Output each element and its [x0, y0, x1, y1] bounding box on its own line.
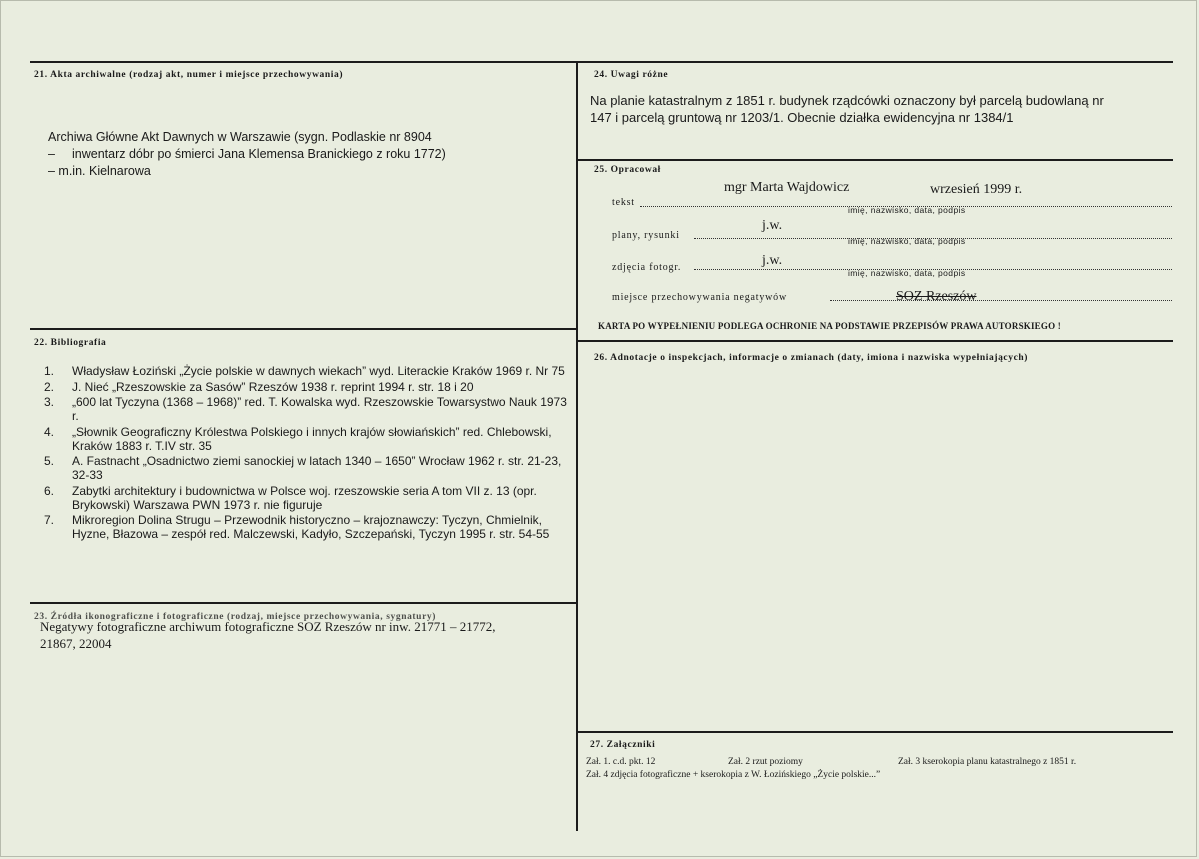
archive-line-2: inwentarz dóbr po śmierci Jana Klemensa Branickiego z roku 1772) [72, 147, 446, 161]
archive-line-2-dash: – [48, 147, 55, 161]
attachment-3: Zał. 3 kserokopia planu katastralnego z 1851 r. [898, 757, 1077, 767]
photo-sources-line-2: 21867, 22004 [40, 636, 112, 651]
archive-line-3: – m.in. Kielnarowa [48, 164, 151, 178]
attachment-4: Zał. 4 zdjęcia fotograficzne + kserokopia z W. Łozińskiego „Życie polskie...” [586, 770, 881, 780]
section-26-label: 26. Adnotacje o inspekcjach, informacje o zmianach (daty, imiona i nazwiska wypełniających) [594, 353, 1029, 363]
list-item: 6. Zabytki architektury i budownictwa w Polsce woj. rzeszowskie seria A tom VII z. 13 (opr. Brykowski) Warszawa PWN 1973 r. nie figuruje [44, 483, 537, 512]
archive-line-1: Archiwa Główne Akt Dawnych w Warszawie (sygn. Podlaskie nr 8904 [48, 130, 432, 144]
center-divider [576, 61, 578, 831]
rule-26-27 [577, 731, 1173, 733]
attachment-2: Zał. 2 rzut poziomy [728, 757, 803, 767]
drawings-row-label: plany, rysunki [612, 230, 680, 241]
remarks-line-2: 147 i parcelą gruntową nr 1203/1. Obecnie działka ewidencyjna nr 1384/1 [590, 110, 1014, 125]
remarks-line-1: Na planie katastralnym z 1851 r. budynek rządcówki oznaczony był parcelą budowlaną nr [590, 93, 1104, 108]
section-24-label: 24. Uwagi różne [594, 70, 669, 80]
rule-25-26 [577, 340, 1173, 342]
photo-sources-line-1: Negatywy fotograficzne archiwum fotograficzne SOZ Rzeszów nr inw. 21771 – 21772, [40, 619, 496, 634]
section-27-label: 27. Załączniki [590, 740, 656, 750]
list-item: 4. „Słownik Geograficzny Królestwa Polskiego i innych krajów słowiańskich” red. Chlebowski, Kraków 1883 r. T.IV str. 35 [44, 424, 552, 453]
list-item: 1. Władysław Łoziński „Życie polskie w dawnych wiekach” wyd. Literackie Kraków 1969 r. Nr 75 [44, 364, 565, 378]
section-22-label: 22. Bibliografia [34, 338, 107, 348]
negatives-value: SOZ Rzeszów [896, 289, 977, 304]
bibliography-list [44, 364, 576, 543]
text-row-label: tekst [612, 197, 635, 208]
list-item: 2. J. Nieć „Rzeszowskie za Sasów” Rzeszów 1938 r. reprint 1994 r. str. 18 i 20 [44, 379, 474, 394]
drawings-row-caption: imię, nazwisko, data, podpis [848, 236, 966, 246]
list-item: 5. A. Fastnacht „Osadnictwo ziemi sanockiej w latach 1340 – 1650” Wrocław 1962 r. str. 21-23, 32-33 [44, 454, 562, 482]
author-date: wrzesień 1999 r. [930, 182, 1023, 197]
section-21-label: 21. Akta archiwalne (rodzaj akt, numer i miejsce przechowywania) [34, 70, 344, 80]
photos-value: j.w. [762, 253, 783, 268]
section-25-label: 25. Opracował [594, 165, 661, 175]
copyright-notice: KARTA PO WYPEŁNIENIU PODLEGA OCHRONIE NA PODSTAWIE PRZEPISÓW PRAWA AUTORSKIEGO ! [598, 321, 1061, 331]
top-rule [30, 61, 1173, 63]
rule-22-23 [30, 602, 577, 604]
text-row-caption: imię, nazwisko, data, podpis [848, 205, 966, 215]
negatives-row-label: miejsce przechowywania negatywów [612, 292, 787, 303]
section-23-label: 23. Źródła ikonograficzne i fotograficzne (rodzaj, miejsce przechowywania, sygnatury) [34, 612, 436, 622]
photos-row-label: zdjęcia fotogr. [612, 262, 682, 273]
list-item: 3. „600 lat Tyczyna (1368 – 1968)” red. T. Kowalska wyd. Rzeszowskie Towarsystwo Nauk 1973 r. [44, 395, 567, 423]
attachment-1: Zał. 1. c.d. pkt. 12 [586, 757, 656, 767]
drawings-value: j.w. [762, 218, 783, 233]
negatives-row-dots [830, 300, 1172, 301]
photos-row-caption: imię, nazwisko, data, podpis [848, 268, 966, 278]
author-name: mgr Marta Wajdowicz [724, 180, 850, 195]
rule-21-22 [30, 328, 577, 330]
rule-24-25 [577, 159, 1173, 161]
list-item: 7. Mikroregion Dolina Strugu – Przewodnik historyczno – krajoznawczy: Tyczyn, Chmielnik, Hyzne, Błazowa – zespół red. Malczewski, Kadyło, Szczepański, Tyczyn 1995 r. str. 54-55 [44, 513, 550, 541]
